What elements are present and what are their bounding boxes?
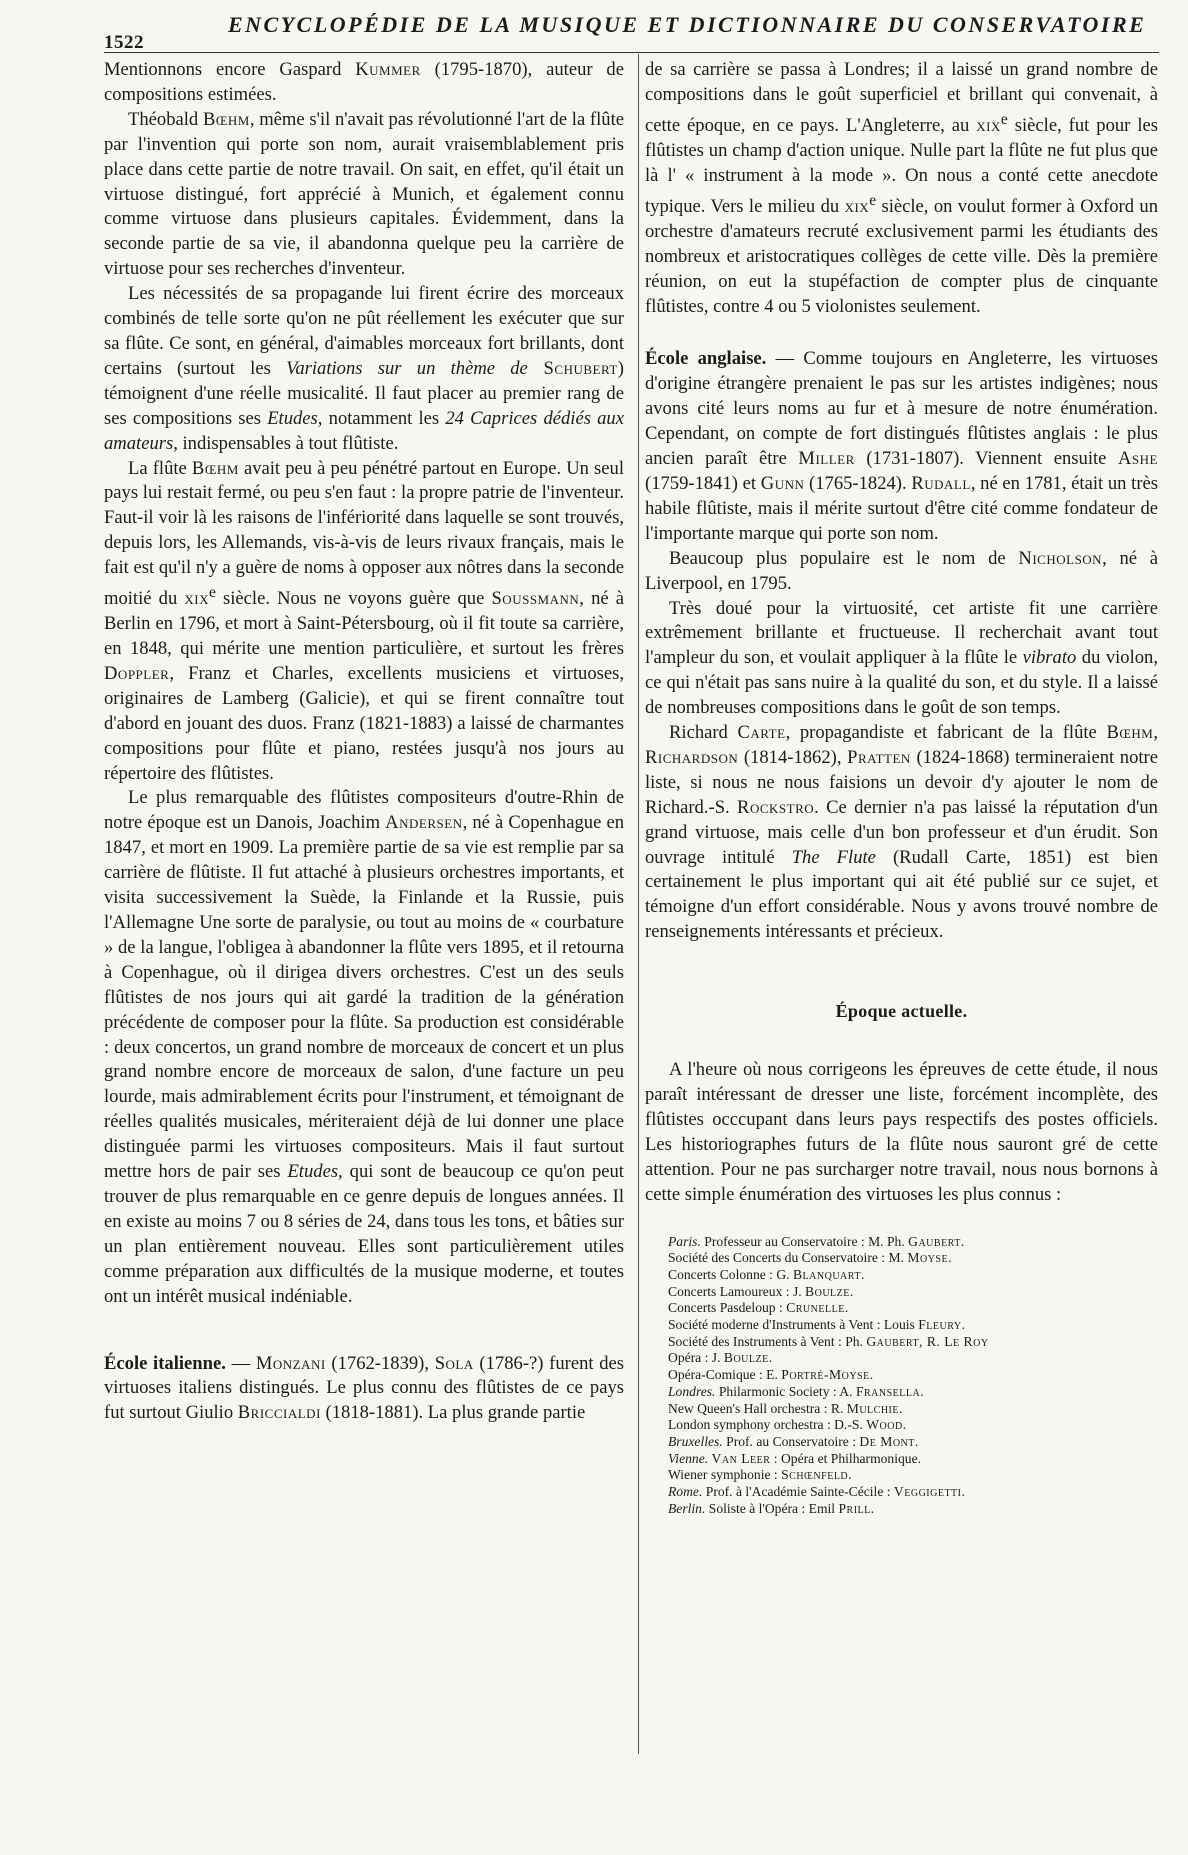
- section-heading-epoque-actuelle: Époque actuelle.: [835, 1001, 968, 1022]
- list-item: Société des Concerts du Conservatoire : M. Moyse.: [668, 1250, 952, 1266]
- section-heading: École anglaise.: [645, 348, 767, 370]
- list-item: New Queen's Hall orchestra : R. Mulchie.: [668, 1400, 903, 1416]
- list-item: London symphony orchestra : D.-S. Wood.: [668, 1417, 907, 1433]
- paragraph-propagande: Les nécessités de sa propagande lui firent écrire des morceaux combinés de telle sorte qu'on ne pût réellement les exécuter que sur sa flûte. Ce sont, en général, d'aimables morceaux fort brillants, dont certains (surtout les Variations sur un thème de Schubert) témoignent d'une réelle musicalité. Il faut placer au premier rang de ses compositions ses Etudes, notamment les 24 Caprices dédiés aux amateurs, indispensables à tout flûtiste.: [104, 283, 624, 454]
- header-rule: [104, 52, 1159, 53]
- list-item: Wiener symphonie : Schœnfeld.: [668, 1467, 852, 1483]
- list-item: Concerts Pasdeloup : Crunelle.: [668, 1300, 849, 1316]
- list-item: Concerts Lamoureux : J. Boulze.: [668, 1283, 854, 1299]
- list-item: Berlin. Soliste à l'Opéra : Emil Prill.: [668, 1500, 875, 1516]
- running-title: ENCYCLOPÉDIE DE LA MUSIQUE ET DICTIONNAIRE DU CONSERVATOIRE: [228, 12, 1147, 37]
- name-kummer: Kummer: [355, 59, 421, 80]
- section-heading: École italienne.: [104, 1352, 226, 1374]
- paragraph-andersen: Le plus remarquable des flûtistes compositeurs d'outre-Rhin de notre époque est un Danois, Joachim Andersen, né à Copenhague en 1847, et mort en 1909. La première partie de sa vie est remplie par sa carrière de flûtiste. Il fut attaché à plusieurs orchestres importants, et visita successivement la Suède, la Finlande et la Russie, puis l'Allemagne Une sorte de paralysie, ou tout au moins de « courbature » de la langue, l'obligea à abandonner la flûte vers 1895, et il retourna à Copenhague, où il dirigea divers orchestres. C'est un des seuls flûtistes de nos jours qui ait gardé la tradition de la génération précédente de composer pour la flûte. Sa production est considérable : deux concertos, un grand nombre de morceaux de concert et un plus grand nombre encore de morceaux de salon, d'une facture un peu lourde, mais admirablement écrits pour l'instrument, et témoignant de réelles qualités musicales, mériteraient déjà de lui donner une place distinguée parmi les virtuoses compositeurs. Mais il faut surtout mettre hors de pair ses Etudes, qui sont de beaucoup ce qu'on peut trouver de plus remarquable en ce genre depuis de longues années. Il en existe au moins 7 ou 8 séries de 24, dans tous les tons, et bâties sur un plan entièrement nouveau. Elles sont particulièrement utiles comme préparation aux difficultés de la musique moderne, et toutes ont un intérêt musical indéniable.: [104, 787, 624, 1307]
- list-item: Société moderne d'Instruments à Vent : Louis Fleury.: [668, 1317, 965, 1333]
- list-item: Société des Instruments à Vent : Ph. Gaubert, R. Le Roy: [668, 1333, 989, 1349]
- list-item: Vienne. Van Leer : Opéra et Philharmonique.: [668, 1450, 922, 1466]
- column-divider: [638, 54, 639, 1754]
- section-ecole-italienne: École italienne. — Monzani (1762-1839), Sola (1786-?) furent des virtuoses italiens distingués. Le plus connu des flûtistes de ce pays fut surtout Giulio Briccialdi (1818-1881). La plus grande partie: [104, 1352, 624, 1424]
- paragraph-carte: Richard Carte, propagandiste et fabricant de la flûte Bœhm, Richardson (1814-1862), Pratten (1824-1868) termineraient notre liste, si nous ne nous faisions un devoir d'y ajouter le nom de Richard.-S. Rockstro. Ce dernier n'a pas laissé la réputation d'un grand virtuose, mais celle d'un bon professeur et d'un érudit. Son ouvrage intitulé The Flute (Rudall Carte, 1851) est bien certainement le plus important qui ait été publié sur ce sujet, et témoigne d'un effort considérable. Nous y avons trouvé nombre de renseignements intéressants et précieux.: [645, 722, 1159, 943]
- list-item: Opéra : J. Boulze.: [668, 1350, 773, 1366]
- paragraph-liste-intro: A l'heure où nous corrigeons les épreuves de cette étude, il nous paraît intéressant de dresser une liste, forcément incomplète, des flûtistes occcupant dans leurs pays respectifs des postes officiels. Les historiographes futurs de la flûte nous sauront gré de cette attention. Pour ne pas surcharger notre travail, nous nous bornons à cette simple énumération des virtuoses les plus connus :: [645, 1059, 1158, 1205]
- name-boehm: Bœhm: [202, 108, 250, 130]
- list-item: Londres. Philarmonic Society : A. Fransella.: [668, 1383, 924, 1399]
- left-column: [104, 58, 624, 1426]
- right-column: [645, 58, 1158, 1517]
- list-item: Paris. Professeur au Conservatoire : M. Ph. Gaubert.: [668, 1233, 965, 1249]
- paragraph-boehm: Théobald Bœhm, même s'il n'avait pas révolutionné l'art de la flûte par l'invention qui porte son nom, aurait vraisemblablement pris place dans cette partie de notre travail. On sait, en effet, qu'il était un virtuose distingué, fort apprécié à Munich, et également connu comme virtuose dans plusieurs capitales. Évidemment, dans la seconde partie de sa vie, il abandonna quelque peu la carrière de virtuose pour ses recherches d'inventeur.: [104, 108, 624, 280]
- paragraph-nicholson: Beaucoup plus populaire est le nom de Nicholson, né à Liverpool, en 1795.: [645, 547, 1159, 594]
- section-ecole-anglaise: École anglaise. — Comme toujours en Angleterre, les virtuoses d'origine étrangère prenaient le pas sur les artistes indigènes; nous avons cité leurs noms au fur et à mesure de notre énumération. Cependant, on compte de fort distingués flûtistes anglais : le plus ancien paraît être Miller (1731-1807). Viennent ensuite Ashe (1759-1841) et Gunn (1765-1824). Rudall, né en 1781, était un très habile flûtiste, mais il mérite surtout d'être cité comme fondateur de l'importante marque qui porte son nom.: [645, 348, 1159, 544]
- paragraph-allemands: La flûte Bœhm avait peu à peu pénétré partout en Europe. Un seul pays lui restait fermé, ou peu s'en faut : la propre patrie de l'inventeur. Faut-il voir là les raisons de l'infériorité dans laquelle se sont trouvés, depuis lors, les Allemands, vis-à-vis de leurs rivaux français, mais le fait est qu'il n'y a guère de noms à opposer aux nôtres dans la seconde moitié du xix$^e$ siècle. Nous ne voyons guère que Soussmann, né à Berlin en 1796, et mort à Saint-Pétersbourg, où il fit toute sa carrière, en 1848, qui mérite une mention particulière, et surtout les frères Doppler, Franz et Charles, excellents musiciens et virtuoses, originaires de Lamberg (Galicie), et qui se firent connaître tout d'abord en jouant des duos. Franz (1821-1883) a laissé de charmantes compositions pour flûte et piano, restées jusqu'à nos jours au répertoire des flûtistes.: [104, 457, 625, 784]
- paragraph-kummer: Mentionnons encore Gaspard Kummer (1795-1870), auteur de compositions estimées.: [104, 59, 624, 105]
- list-item: Opéra-Comique : E. Portré-Moyse.: [668, 1367, 874, 1383]
- page-number: 1522: [104, 32, 144, 53]
- list-item: Concerts Colonne : G. Blanquart.: [668, 1266, 865, 1282]
- list-postes-officiels: [668, 1234, 1158, 1518]
- list-item: Bruxelles. Prof. au Conservatoire : De Mont.: [668, 1433, 919, 1449]
- list-item: Rome. Prof. à l'Académie Sainte-Cécile : Veggigetti.: [668, 1484, 965, 1500]
- paragraph-londres: de sa carrière se passa à Londres; il a laissé un grand nombre de compositions dans le goût superficiel et brillant qui convenait, à cette époque, en ce pays. L'Angleterre, au xix$^e$ siècle, fut pour les flûtistes un champ d'action unique. Nulle part la flûte ne fut plus que là l' « instrument à la mode ». On nous a conté cette anecdote typique. Vers le milieu du xix$^e$ siècle, on voulut former à Oxford un orchestre d'amateurs recruté exclusivement parmi les étudiants des nombreux et aristocratiques collèges de cette ville. Dès la première réunion, on eut la stupéfaction de compter plus de cinquante flûtistes, contre 4 ou 5 violonistes seulement.: [645, 59, 1158, 317]
- paragraph-virtuosite: Très doué pour la virtuosité, cet artiste fit une carrière extrêmement brillante et fructueuse. Il recherchait avant tout l'ampleur du son, et voulait appliquer à la flûte le vibrato du violon, ce qui n'était pas sans nuire à la qualité du son, et du style. Il a laissé de nombreuses compositions dans le goût de son temps.: [645, 597, 1159, 719]
